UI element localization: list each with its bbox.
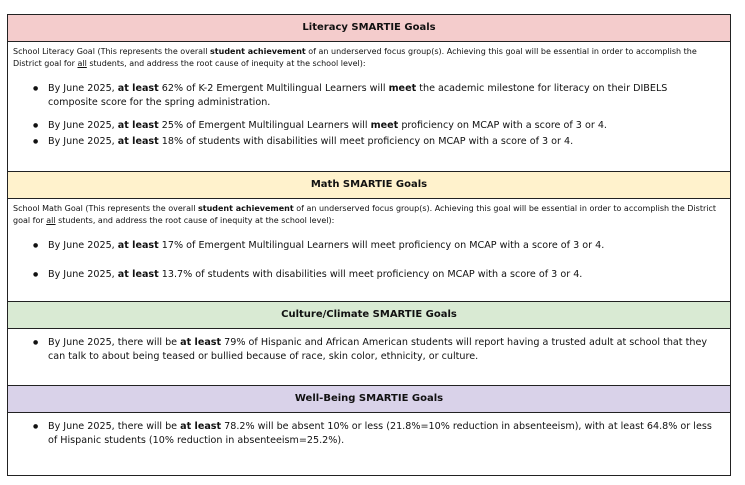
list-item: ● By June 2025, at least 13.7% of students with disabilities will meet proficiency on MCAP with a score of 3 or 4. (8, 268, 730, 282)
culture-climate-body (8, 336, 730, 386)
list-item: ● By June 2025, there will be at least 79% of Hispanic and African American students will report having a trusted adult at school that they can talk to about being teased or bullied because of race, skin color, ethnicity, or culture. (8, 336, 730, 363)
smartie-goals-table (7, 14, 731, 476)
well-being-header (8, 386, 730, 413)
list-item: ● By June 2025, at least 62% of K-2 Emergent Multilingual Learners will meet the academic milestone for literacy on their DIBELS composite score for the spring administration. (8, 82, 730, 109)
math-intro: School Math Goal (This represents the overall student achievement of an underserved focus group(s). Achieving this goal will be essential in order to accomplish the District goal for all students, and address the root cause of inequity at the school level): (13, 204, 717, 225)
culture-goal-list (8, 336, 730, 363)
well-being-goal-list (8, 420, 730, 447)
literacy-header (8, 15, 730, 42)
culture-climate-header (8, 302, 730, 329)
section-title: Literacy SMARTIE Goals (302, 22, 436, 33)
math-goal-list (8, 239, 730, 281)
literacy-goal-list (8, 82, 730, 148)
list-item: ● By June 2025, at least 18% of students with disabilities will meet proficiency on MCAP with a score of 3 or 4. (8, 135, 730, 149)
list-item: ● By June 2025, there will be at least 78.2% will be absent 10% or less (21.8%=10% reduction in absenteeism), with at least 64.8% or less of Hispanic students (10% reduction in absenteeism=25.2%). (8, 420, 730, 447)
section-title: Well-Being SMARTIE Goals (294, 393, 444, 404)
math-body (8, 199, 730, 302)
section-title: Culture/Climate SMARTIE Goals (281, 309, 457, 320)
well-being-body (8, 420, 730, 475)
math-header (8, 172, 730, 199)
literacy-body (8, 42, 730, 172)
list-item: ● By June 2025, at least 25% of Emergent Multilingual Learners will meet proficiency on MCAP with a score of 3 or 4. (8, 119, 730, 133)
list-item: ● By June 2025, at least 17% of Emergent Multilingual Learners will meet proficiency on MCAP with a score of 3 or 4. (8, 239, 730, 253)
section-title: Math SMARTIE Goals (310, 179, 428, 190)
literacy-intro: School Literacy Goal (This represents the overall student achievement of an underserved focus group(s). Achieving this goal will be essential in order to accomplish the District goal for all students, and address the root cause of inequity at the school level): (13, 47, 697, 68)
